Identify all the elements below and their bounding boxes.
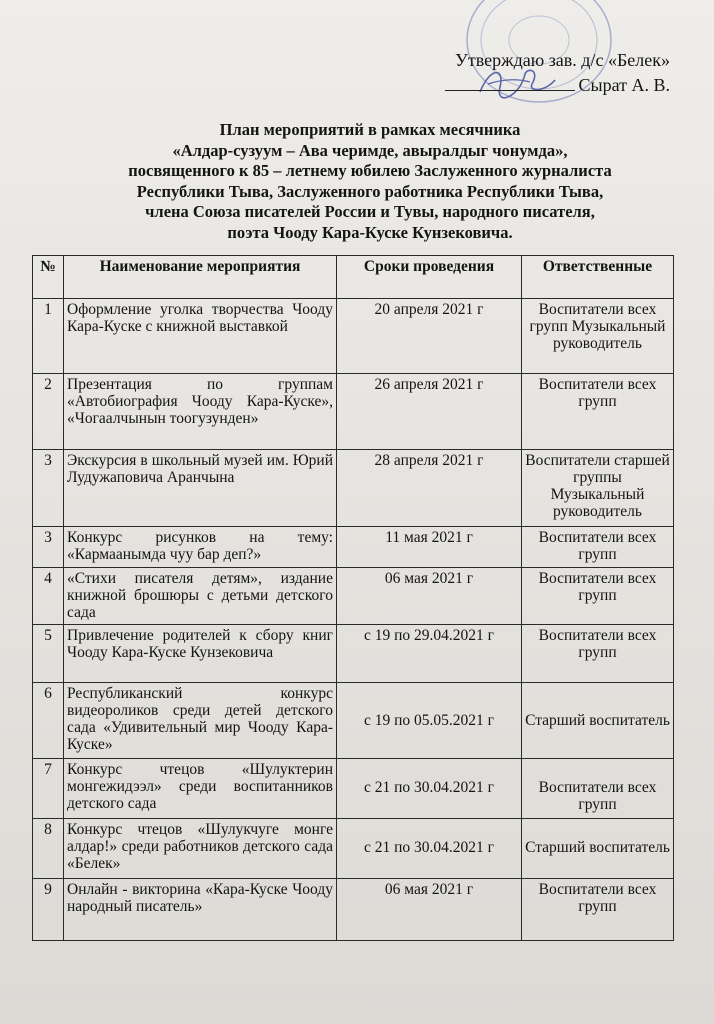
row-event: Республиканский конкурс видеороликов среди детей детского сада «Удивительный мир Чооду Кара-Куске» [64,683,337,759]
row-num: 9 [33,879,64,941]
row-date: 26 апреля 2021 г [337,374,522,450]
row-responsible: Воспитатели старшей группы Музыкальный руководитель [522,450,674,527]
row-event: Онлайн - викторина «Кара-Куске Чооду народный писатель» [64,879,337,941]
table-row [33,625,674,683]
title-line: «Алдар-сузуум – Ава черимде, авыралдыг чонумда», [172,140,568,160]
table-row [33,299,674,374]
row-responsible: Воспитатели всех групп [522,527,674,568]
title-line: Республики Тыва, Заслуженного работника Республики Тыва, [136,181,604,201]
title-line: посвященного к 85 – летнему юбилею Заслуженного журналиста [128,161,612,180]
row-responsible: Воспитатели всех групп Музыкальный руководитель [522,299,674,374]
row-date: 28 апреля 2021 г [337,450,522,527]
row-date: с 21 по 30.04.2021 г [337,819,522,879]
document-title [60,120,680,243]
table-row [33,683,674,759]
row-responsible: Воспитатели всех групп [522,625,674,683]
row-responsible: Воспитатели всех групп [522,879,674,941]
row-responsible: Воспитатели всех групп [522,374,674,450]
row-num: 4 [33,568,64,625]
row-event: «Стихи писателя детям», издание книжной брошюры с детьми детского сада [64,568,337,625]
header-num: № [33,256,64,299]
row-num: 3 [33,450,64,527]
row-responsible: Воспитатели всех групп [522,568,674,625]
signature-line [445,72,575,91]
row-responsible: Старший воспитатель [522,683,674,759]
table-row [33,759,674,819]
approval-block [445,48,671,97]
row-event: Экскурсия в школьный музей им. Юрий Лудужаповича Аранчына [64,450,337,527]
row-responsible: Воспитатели всех групп [522,759,674,819]
table-row [33,374,674,450]
row-event: Конкурс чтецов «Шулукчуге монге алдар!» среди работников детского сада «Белек» [64,819,337,879]
row-num: 1 [33,299,64,374]
row-num: 7 [33,759,64,819]
approval-signatory: Сырат А. В. [578,75,670,95]
row-num: 3 [33,527,64,568]
title-line: План мероприятий в рамках месячника [219,120,521,139]
title-line: члена Союза писателей России и Тувы, народного писателя, [145,202,595,221]
row-event: Привлечение родителей к сбору книг Чооду Кара-Куске Кунзековича [64,625,337,683]
row-date: 06 мая 2021 г [337,568,522,625]
row-num: 5 [33,625,64,683]
table-row [33,568,674,625]
row-num: 2 [33,374,64,450]
events-table [32,255,674,941]
row-event: Оформление уголка творчества Чооду Кара-Куске с книжной выставкой [64,299,337,374]
header-responsible: Ответственные [522,256,674,299]
row-event: Презентация по группам «Автобиография Чооду Кара-Куске», «Чогаалчынын тоогузунден» [64,374,337,450]
table-row [33,450,674,527]
row-date: с 19 по 05.05.2021 г [337,683,522,759]
table-row [33,879,674,941]
row-event: Конкурс чтецов «Шулуктерин монгежидээл» среди воспитанников детского сада [64,759,337,819]
table-row [33,527,674,568]
row-responsible: Старший воспитатель [522,819,674,879]
row-date: с 19 по 29.04.2021 г [337,625,522,683]
header-name: Наименование мероприятия [64,256,337,299]
row-date: 20 апреля 2021 г [337,299,522,374]
row-date: с 21 по 30.04.2021 г [337,759,522,819]
header-date: Сроки проведения [337,256,522,299]
title-line: поэта Чооду Кара-Куске Кунзековича. [227,222,513,242]
row-num: 8 [33,819,64,879]
table-row [33,819,674,879]
table-header-row [33,256,674,299]
row-date: 06 мая 2021 г [337,879,522,941]
row-num: 6 [33,683,64,759]
row-date: 11 мая 2021 г [337,527,522,568]
approval-line: Утверждаю зав. д/с «Белек» [455,50,670,70]
row-event: Конкурс рисунков на тему: «Кармаанымда чуу бар деп?» [64,527,337,568]
